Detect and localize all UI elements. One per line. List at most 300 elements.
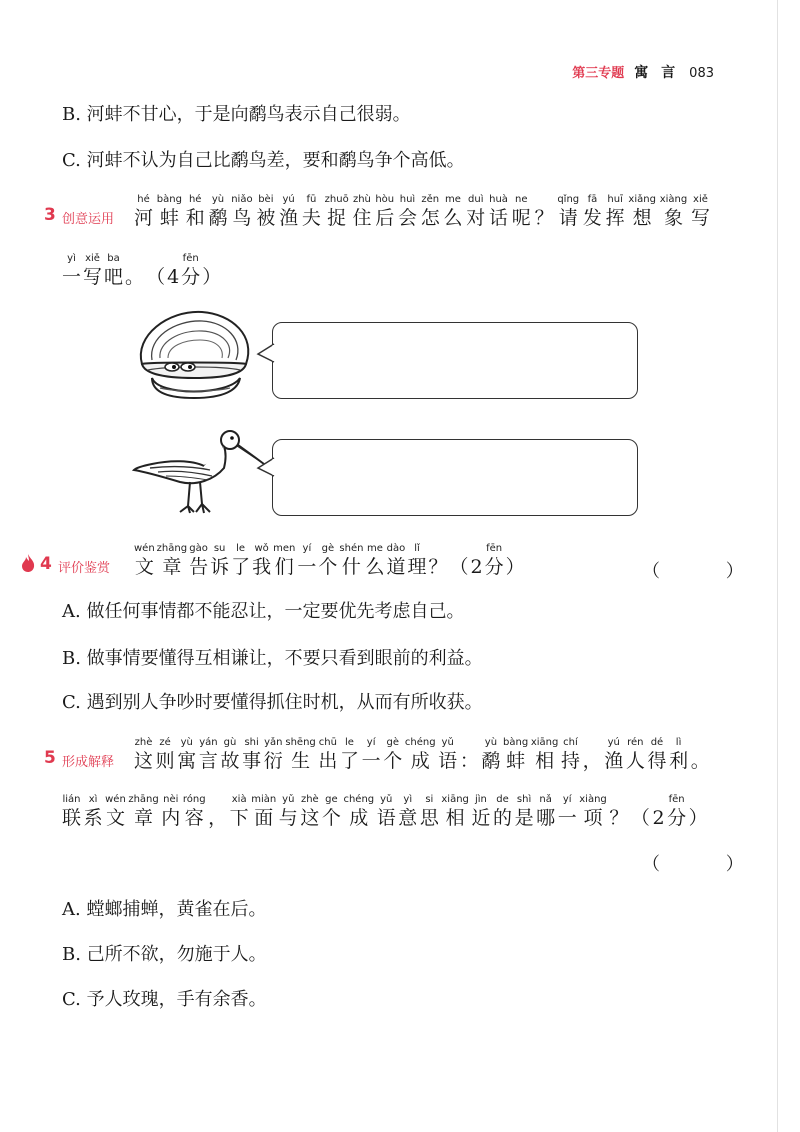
- ruby-char: [398, 193, 417, 229]
- pinyin: miàn: [251, 794, 277, 805]
- pinyin: nèi: [163, 794, 179, 805]
- ruby-char: [231, 193, 252, 229]
- hanzi: 想: [632, 207, 652, 229]
- speech-bubble-bird[interactable]: [272, 439, 638, 516]
- hanzi: 们: [274, 556, 294, 578]
- ruby-char: [84, 793, 103, 829]
- hanzi: 一: [361, 750, 381, 772]
- hanzi: 象: [663, 207, 683, 229]
- hanzi: 得: [647, 750, 667, 772]
- pinyin: ge: [325, 794, 338, 805]
- page-header: [572, 62, 714, 82]
- hanzi: 捉: [327, 207, 347, 229]
- page-edge: [777, 0, 778, 1132]
- ruby-char: [183, 793, 206, 829]
- hanzi: 鹬: [481, 750, 501, 772]
- ruby-char: [186, 193, 205, 229]
- pinyin: yǔ: [282, 794, 295, 805]
- ruby-char: [362, 736, 381, 772]
- pinyin: xiàng: [579, 794, 607, 805]
- hanzi: 一: [557, 807, 577, 829]
- pinyin: le: [345, 737, 354, 748]
- ruby-char: [583, 736, 602, 772]
- pinyin: xiě: [693, 194, 708, 205]
- ruby-char: [62, 252, 81, 288]
- ruby-char: [202, 252, 221, 288]
- hanzi: 么: [365, 556, 385, 578]
- header-section: 第三专题: [572, 66, 625, 81]
- hanzi: ？: [428, 556, 448, 578]
- ruby-char: [609, 793, 628, 829]
- ruby-char: [493, 793, 512, 829]
- pinyin: wén: [134, 543, 155, 554]
- pinyin: hé: [137, 194, 150, 205]
- pinyin: zhù: [352, 194, 371, 205]
- ruby-char: [134, 542, 155, 578]
- ruby-char: [450, 542, 469, 578]
- prev-option-b: B. 河蚌不甘心，于是向鹬鸟表示自己很弱。: [62, 104, 411, 125]
- hanzi: 。: [690, 750, 710, 772]
- q3-number: 3: [44, 205, 56, 225]
- hanzi: 面: [254, 807, 274, 829]
- ruby-char: [652, 793, 664, 829]
- hanzi: ，: [582, 750, 602, 772]
- pinyin: shi: [244, 737, 259, 748]
- ruby-char: [83, 252, 102, 288]
- pinyin: zhè: [134, 737, 153, 748]
- hanzi: 夫: [301, 207, 321, 229]
- hanzi: 是: [514, 807, 534, 829]
- ruby-char: [420, 793, 439, 829]
- hanzi: ？: [609, 807, 629, 829]
- hanzi: 章: [134, 807, 154, 829]
- pinyin: yǎn: [264, 737, 283, 748]
- ruby-char: [279, 793, 298, 829]
- ruby-char: [128, 793, 158, 829]
- ruby-char: [375, 193, 394, 229]
- hanzi: 哪: [536, 807, 556, 829]
- pinyin: yú: [607, 737, 620, 748]
- ruby-char: [660, 193, 688, 229]
- ruby-char: [512, 193, 531, 229]
- ruby-char: [156, 736, 175, 772]
- hanzi: 发: [582, 207, 602, 229]
- pinyin: bàng: [156, 194, 182, 205]
- ruby-char: [285, 736, 315, 772]
- ruby-char: [535, 193, 554, 229]
- hanzi: 寓: [177, 750, 197, 772]
- hanzi: 2: [652, 807, 665, 829]
- pinyin: ba: [107, 253, 120, 264]
- hanzi: 写: [690, 207, 710, 229]
- hanzi: 事: [242, 750, 262, 772]
- hanzi: 和: [185, 207, 205, 229]
- pinyin: huà: [489, 194, 508, 205]
- hanzi: 相: [535, 750, 555, 772]
- ruby-char: [691, 193, 710, 229]
- pinyin: bàng: [503, 737, 529, 748]
- pinyin: shēng: [285, 737, 316, 748]
- pinyin: xì: [88, 794, 98, 805]
- q5-answer-blank[interactable]: （ ）: [642, 854, 774, 875]
- ruby-char: [481, 736, 500, 772]
- ruby-char: [531, 736, 559, 772]
- pinyin: zěn: [421, 194, 440, 205]
- ruby-char: [471, 542, 483, 578]
- hanzi: 告: [189, 556, 209, 578]
- ruby-char: [583, 193, 602, 229]
- ruby-char: [365, 542, 384, 578]
- hanzi: 个: [383, 750, 403, 772]
- pinyin: chū: [318, 737, 337, 748]
- pinyin: zhāng: [128, 794, 159, 805]
- ruby-char: [343, 793, 374, 829]
- ruby-char: [146, 252, 165, 288]
- ruby-char: [421, 193, 440, 229]
- pinyin: fēn: [182, 253, 199, 264]
- hanzi: （: [146, 266, 166, 288]
- hanzi: 言: [198, 750, 218, 772]
- ruby-char: [208, 793, 227, 829]
- pinyin: men: [273, 543, 296, 554]
- pinyin: yán: [199, 737, 218, 748]
- ruby-char: [167, 252, 179, 288]
- pinyin: fū: [306, 194, 317, 205]
- hanzi: 挥: [605, 207, 625, 229]
- ruby-char: [691, 736, 710, 772]
- pinyin: yí: [302, 543, 312, 554]
- hanzi: 话: [489, 207, 509, 229]
- pinyin: lì: [675, 737, 682, 748]
- hanzi: （: [449, 556, 469, 578]
- hanzi: 章: [162, 556, 182, 578]
- ruby-char: [134, 736, 153, 772]
- q4-option-b[interactable]: B. 做事情要懂得互相谦让，不要只看到眼前的利益。: [62, 648, 483, 669]
- ruby-char: [208, 193, 227, 229]
- ruby-char: [489, 193, 508, 229]
- hanzi: 与: [278, 807, 298, 829]
- ruby-char: [230, 793, 249, 829]
- pinyin: hòu: [375, 194, 395, 205]
- hanzi: 文: [134, 556, 154, 578]
- ruby-char: [199, 736, 218, 772]
- pinyin: chéng: [343, 794, 375, 805]
- ruby-char: [279, 193, 298, 229]
- hanzi: 蚌: [159, 207, 179, 229]
- q4-number: 4: [40, 554, 52, 574]
- q5-option-b[interactable]: B. 己所不欲，勿施于人。: [62, 944, 267, 965]
- pinyin: duì: [468, 194, 484, 205]
- ruby-char: [579, 793, 607, 829]
- ruby-char: [536, 793, 555, 829]
- pinyin: dào: [386, 543, 406, 554]
- hanzi: 2: [470, 556, 483, 578]
- hanzi: 内: [161, 807, 181, 829]
- hanzi: 项: [583, 807, 603, 829]
- speech-bubble-bird-tail: [256, 456, 276, 480]
- pinyin: lián: [62, 794, 81, 805]
- hanzi: 这: [134, 750, 154, 772]
- hanzi: 则: [155, 750, 175, 772]
- hanzi: 一: [62, 266, 82, 288]
- hanzi: 怎: [420, 207, 440, 229]
- ruby-char: [398, 793, 417, 829]
- pinyin: le: [236, 543, 246, 554]
- ruby-char: [606, 193, 625, 229]
- hanzi: 蚌: [506, 750, 526, 772]
- hanzi: 分: [484, 556, 504, 578]
- pinyin: me: [367, 543, 383, 554]
- ruby-char: [252, 542, 271, 578]
- ruby-char: [264, 736, 283, 772]
- ruby-char: [62, 793, 81, 829]
- ruby-char: [251, 793, 276, 829]
- ruby-char: [667, 793, 686, 829]
- ruby-char: [177, 736, 196, 772]
- ruby-char: [125, 252, 144, 288]
- pinyin: xiāng: [441, 794, 469, 805]
- ruby-char: [626, 736, 645, 772]
- pinyin: yì: [67, 253, 76, 264]
- hanzi: 个: [318, 556, 338, 578]
- pinyin: chéng: [404, 737, 436, 748]
- ruby-char: [631, 793, 650, 829]
- pinyin: lǐ: [414, 543, 420, 554]
- pinyin: wén: [105, 794, 126, 805]
- hanzi: 个: [321, 807, 341, 829]
- ruby-char: [161, 793, 180, 829]
- hanzi: 被: [256, 207, 276, 229]
- hanzi: 道: [386, 556, 406, 578]
- ruby-char: [105, 793, 126, 829]
- pinyin: bèi: [258, 194, 274, 205]
- hanzi: 么: [443, 207, 463, 229]
- q4-option-a[interactable]: A. 做任何事情都不能忍让，一定要优先考虑自己。: [62, 601, 465, 622]
- ruby-char: [297, 542, 316, 578]
- flame-icon: [20, 553, 36, 573]
- hanzi: 容: [184, 807, 204, 829]
- pinyin: xià: [231, 794, 247, 805]
- pinyin: huì: [399, 194, 416, 205]
- ruby-char: [515, 793, 534, 829]
- header-title: 寓 言: [634, 65, 680, 81]
- pinyin: jìn: [475, 794, 487, 805]
- hanzi: 写: [83, 266, 103, 288]
- ruby-char: [460, 736, 479, 772]
- pinyin: shén: [339, 543, 364, 554]
- hanzi: 对: [466, 207, 486, 229]
- pinyin: nǎ: [539, 794, 552, 805]
- hanzi: 我: [252, 556, 272, 578]
- ruby-char: [503, 736, 528, 772]
- ruby-char: [647, 736, 666, 772]
- pinyin: yú: [282, 194, 295, 205]
- hanzi: 呢: [511, 207, 531, 229]
- pinyin: me: [445, 194, 461, 205]
- ruby-char: [558, 793, 577, 829]
- pinyin: yí: [562, 794, 572, 805]
- hanzi: 近: [471, 807, 491, 829]
- pinyin: ne: [515, 194, 528, 205]
- ruby-char: [438, 736, 457, 772]
- q4-prompt: [134, 542, 710, 578]
- hanzi: 人: [625, 750, 645, 772]
- hanzi: ？: [534, 207, 554, 229]
- pinyin: shì: [516, 794, 532, 805]
- q3-tag: 创意运用: [62, 212, 115, 227]
- pinyin: de: [496, 794, 509, 805]
- pinyin: chí: [563, 737, 578, 748]
- hanzi: ）: [688, 807, 708, 829]
- ruby-char: [300, 793, 319, 829]
- q5-option-c[interactable]: C. 予人玫瑰，手有余香。: [62, 989, 267, 1010]
- ruby-char: [256, 193, 275, 229]
- pinyin: huī: [607, 194, 623, 205]
- pinyin: yù: [211, 194, 225, 205]
- hanzi: 文: [105, 807, 125, 829]
- hanzi: 会: [397, 207, 417, 229]
- q5-number: 5: [44, 748, 56, 768]
- hanzi: 渔: [604, 750, 624, 772]
- ruby-char: [104, 252, 123, 288]
- ruby-char: [557, 193, 579, 229]
- hanzi: 持: [560, 750, 580, 772]
- pinyin: wǒ: [254, 543, 269, 554]
- hanzi: 理: [407, 556, 427, 578]
- ruby-char: [189, 542, 208, 578]
- pinyin: xiě: [85, 253, 100, 264]
- hanzi: ，: [208, 807, 228, 829]
- hanzi: 住: [352, 207, 372, 229]
- hanzi: 系: [83, 807, 103, 829]
- ruby-char: [506, 542, 525, 578]
- hanzi: 。: [125, 266, 145, 288]
- hanzi: 这: [300, 807, 320, 829]
- pinyin: gè: [321, 543, 335, 554]
- ruby-char: [466, 193, 485, 229]
- ruby-char: [318, 736, 337, 772]
- ruby-char: [339, 542, 363, 578]
- ruby-char: [157, 193, 182, 229]
- ruby-char: [231, 542, 250, 578]
- q5-option-a[interactable]: A. 螳螂捕蝉，黄雀在后。: [62, 899, 267, 920]
- pinyin: qǐng: [557, 194, 580, 205]
- clam-illustration: [128, 306, 260, 402]
- pinyin: yí: [366, 737, 376, 748]
- ruby-char: [604, 736, 623, 772]
- ruby-char: [444, 193, 463, 229]
- hanzi: 下: [229, 807, 249, 829]
- hanzi: 成: [349, 807, 369, 829]
- hanzi: 鸟: [232, 207, 252, 229]
- snipe-bird-illustration: [130, 420, 266, 520]
- pinyin: hé: [188, 194, 202, 205]
- hanzi: 诉: [210, 556, 230, 578]
- hanzi: 后: [375, 207, 395, 229]
- hanzi: 意: [398, 807, 418, 829]
- pinyin: zhāng: [156, 543, 188, 554]
- ruby-char: [628, 193, 656, 229]
- ruby-char: [221, 736, 240, 772]
- pinyin: yù: [180, 737, 193, 748]
- q5-tag: 形成解释: [62, 755, 115, 770]
- pinyin: gè: [386, 737, 399, 748]
- q3-prompt-line2: [62, 252, 710, 288]
- hanzi: ）: [505, 556, 525, 578]
- pinyin: si: [425, 794, 434, 805]
- hanzi: 吧: [104, 266, 124, 288]
- ruby-char: [302, 193, 321, 229]
- q4-tag: 评价鉴赏: [58, 561, 111, 576]
- ruby-char: [471, 793, 490, 829]
- pinyin: rén: [627, 737, 644, 748]
- pinyin: fēn: [668, 794, 685, 805]
- hanzi: 语: [376, 807, 396, 829]
- q5-prompt-line2: [62, 793, 708, 829]
- ruby-char: [325, 193, 349, 229]
- hanzi: 一: [297, 556, 317, 578]
- prev-option-c: C. 河蚌不认为自己比鹬鸟差，要和鹬鸟争个高低。: [62, 150, 465, 171]
- hanzi: 语: [438, 750, 458, 772]
- ruby-char: [134, 193, 153, 229]
- hanzi: 生: [291, 750, 311, 772]
- page-number: 083: [689, 66, 714, 81]
- q4-option-c[interactable]: C. 遇到别人争吵时要懂得抓住时机，从而有所收获。: [62, 692, 483, 713]
- hanzi: 思: [419, 807, 439, 829]
- pinyin: xiāng: [530, 737, 559, 748]
- hanzi: 相: [445, 807, 465, 829]
- hanzi: 的: [493, 807, 513, 829]
- ruby-char: [157, 542, 187, 578]
- pinyin: yì: [403, 794, 413, 805]
- pinyin: su: [213, 543, 226, 554]
- hanzi: 了: [231, 556, 251, 578]
- pinyin: yǔ: [441, 737, 454, 748]
- hanzi: 衍: [263, 750, 283, 772]
- ruby-char: [210, 542, 229, 578]
- ruby-char: [386, 542, 405, 578]
- hanzi: 什: [341, 556, 361, 578]
- ruby-char: [383, 736, 402, 772]
- q3-prompt-line1: [134, 193, 710, 229]
- q4-answer-blank[interactable]: （ ）: [642, 561, 774, 582]
- ruby-char: [689, 793, 708, 829]
- hanzi: 渔: [279, 207, 299, 229]
- speech-bubble-clam-tail: [256, 342, 276, 366]
- pinyin: yù: [484, 737, 498, 748]
- pinyin: róng: [182, 794, 206, 805]
- hanzi: 请: [558, 207, 578, 229]
- pinyin: gào: [189, 543, 208, 554]
- pinyin: gù: [223, 737, 237, 748]
- hanzi: ：: [459, 750, 479, 772]
- ruby-char: [340, 736, 359, 772]
- ruby-char: [561, 736, 580, 772]
- pinyin: zé: [159, 737, 171, 748]
- hanzi: 利: [669, 750, 689, 772]
- q5-prompt-line1: [134, 736, 710, 772]
- pinyin: fēn: [486, 543, 503, 554]
- hanzi: 鹬: [208, 207, 228, 229]
- ruby-char: [242, 736, 261, 772]
- pinyin: niǎo: [231, 194, 253, 205]
- pinyin: xiàng: [659, 194, 688, 205]
- pinyin: zhè: [300, 794, 319, 805]
- hanzi: 故: [220, 750, 240, 772]
- speech-bubble-clam[interactable]: [272, 322, 638, 399]
- hanzi: 了: [340, 750, 360, 772]
- ruby-char: [485, 542, 504, 578]
